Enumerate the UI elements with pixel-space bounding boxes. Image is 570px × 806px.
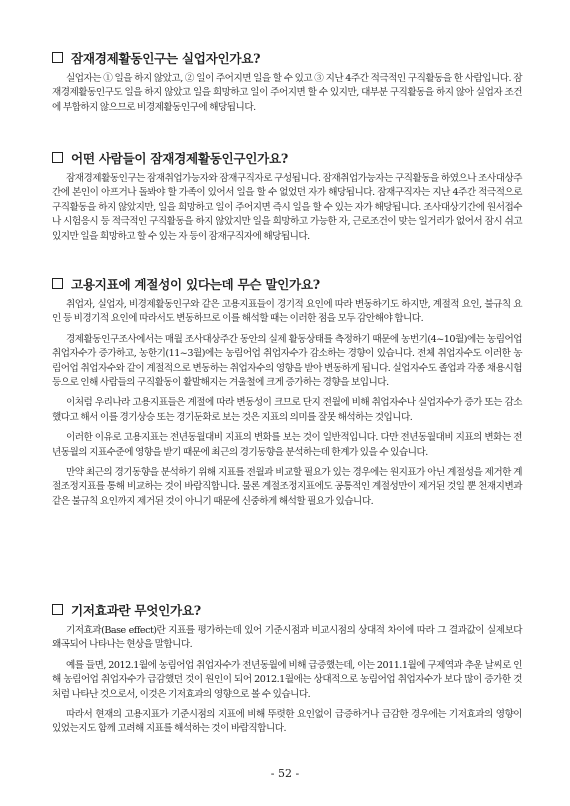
section-title: 고용지표에 계절성이 있다는데 무슨 말인가요? bbox=[71, 276, 320, 292]
paragraph: 취업자, 실업자, 비경제활동인구와 같은 고용지표들이 경기적 요인에 따라 변동하기도 하지만, 계절적 요인, 불규칙 요인 등 비경기적 요인에 따라서도 변동하므로 이를 해석할 때는 이러한 점을 모두 감안해야 합니다. bbox=[52, 299, 522, 325]
checkbox-square-icon bbox=[52, 152, 63, 163]
section-title: 어떤 사람들이 잠재경제활동인구인가요? bbox=[71, 150, 288, 166]
paragraph: 잠재경제활동인구는 잠재취업가능자와 잠재구직자로 구성됩니다. 잠재취업가능자는 구직활동을 하였으나 조사대상주간에 본인이 아프거나 돌봐야 할 가족이 있어서 일을 할 수 없었던 자가 해당됩니다. 잠재구직자는 지난 4주간 적극적으로 구직활동을 하지 않았지만, 일을 희망하고 일이 주어지면 즉시 일을 할 수 있는 자가 해당됩니다. 조사대상기간에 원서접수나 시험응시 등 적극적인 구직활동을 하지 않았지만 일을 희망하고 가능한 자, 근로조건이 맞는 일거리가 없어서 잠시 쉬고 있지만 일을 희망하고 할 수 있는 자 등이 잠재구직자에 해당됩니다. bbox=[52, 173, 522, 242]
checkbox-square-icon bbox=[52, 604, 63, 615]
checkbox-square-icon bbox=[52, 278, 63, 289]
section-heading bbox=[52, 274, 522, 292]
paragraph: 실업자는 ① 일을 하지 않았고, ② 일이 주어지면 일을 할 수 있고 ③ 지난 4주간 적극적인 구직활동을 한 사람입니다. 잠재경제활동인구도 일을 하지 않았고 일을 희망하고 일이 주어지면 할 수 있지만, 대부분 구직활동을 하지 않아 실업자 조건에 부합하지 않으므로 비경제활동인구에 해당됩니다. bbox=[52, 73, 522, 113]
paragraph: 예를 들면, 2012.1월에 농림어업 취업자수가 전년동월에 비해 급증했는데, 이는 2011.1월에 구제역과 추운 날씨로 인해 농림어업 취업자수가 급감했던 것이 원인이 되어 2012.1월에는 상대적으로 농림어업 취업자수가 보다 많이 증가한 것처럼 나타난 것으로서, 이것은 기저효과의 영향으로 볼 수 있습니다. bbox=[52, 659, 522, 700]
section-heading bbox=[52, 600, 522, 618]
paragraph: 따라서 현재의 고용지표가 기준시점의 지표에 비해 뚜렷한 요인없이 급증하거나 급감한 경우에는 기저효과의 영향이 있었는지도 함께 고려해 지표를 해석하는 것이 바람직합니다. bbox=[52, 709, 522, 735]
section-heading bbox=[52, 48, 522, 66]
checkbox-square-icon bbox=[52, 52, 63, 63]
section-seasonality bbox=[52, 274, 522, 509]
paragraph: 기저효과(Base effect)란 지표를 평가하는데 있어 기준시점과 비교시점의 상대적 차이에 따라 그 결과값이 실제보다 왜곡되어 나타나는 현상을 말합니다. bbox=[52, 625, 522, 651]
section-who-is-potential-labor bbox=[52, 148, 522, 244]
paragraph: 만약 최근의 경기동향을 분석하기 위해 지표를 전월과 비교할 필요가 있는 경우에는 원지표가 아닌 계절성을 제거한 계절조정지표를 통해 비교하는 것이 바람직합니다. 물론 계절조정지표에도 공통적인 계절성만이 제거된 것일 뿐 천재지변과 같은 불규칙 요인까지 제거된 것이 아니기 때문에 신중하게 해석할 필요가 있습니다. bbox=[52, 467, 522, 507]
section-title: 기저효과란 무엇인가요? bbox=[71, 602, 201, 618]
paragraph: 경제활동인구조사에서는 매월 조사대상주간 동안의 실제 활동상태를 측정하기 때문에 농번기(4~10월)에는 농림어업 취업자수가 증가하고, 농한기(11~3월)에는 농림어업 취업자수가 감소하는 경향이 있습니다. 전체 취업자수도 이러한 농림어업 취업자수와 같이 계절적으로 변동하는 취업자수의 영향을 받아 변동하게 됩니다. 실업자수도 졸업과 각종 채용시험 등으로 인해 사람들의 구직활동이 활발해지는 겨울철에 크게 증가하는 경향을 보입니다. bbox=[52, 333, 522, 389]
page-number: - 52 - bbox=[270, 767, 300, 780]
section-heading bbox=[52, 148, 522, 166]
section-title: 잠재경제활동인구는 실업자인가요? bbox=[71, 50, 261, 66]
paragraph: 이러한 이유로 고용지표는 전년동월대비 지표의 변화를 보는 것이 일반적입니다. 다만 전년동월대비 지표의 변화는 전년동월의 지표수준에 영향을 받기 때문에 최근의 경기동향을 분석하는데 한계가 있을 수 있습니다. bbox=[52, 432, 522, 458]
paragraph: 이처럼 우리나라 고용지표들은 계절에 따라 변동성이 크므로 단지 전월에 비해 취업자수나 실업자수가 증가 또는 감소했다고 해서 이를 경기상승 또는 경기둔화로 보는 것은 지표의 의미를 잘못 해석하는 것입니다. bbox=[52, 397, 522, 423]
section-base-effect bbox=[52, 600, 522, 737]
section-potential-labor-unemployed bbox=[52, 48, 522, 115]
